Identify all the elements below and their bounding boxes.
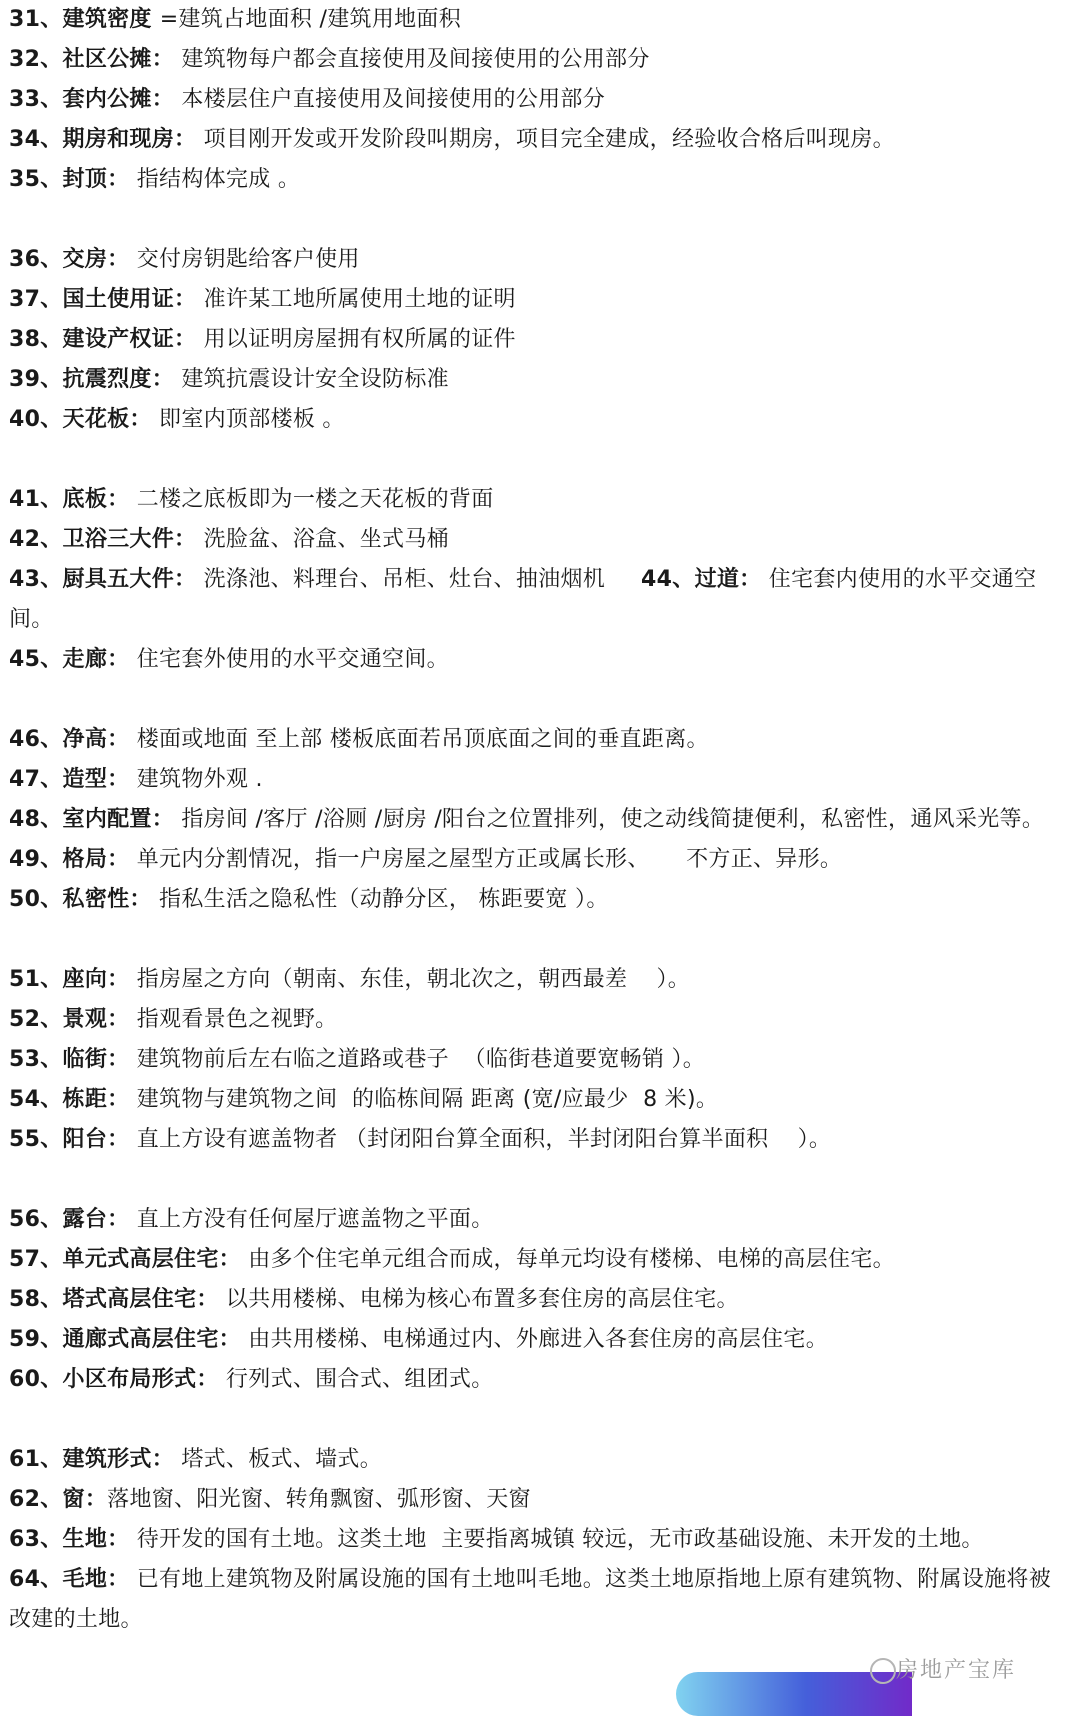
entry-description: =建筑占地面积 /建筑用地面积 xyxy=(159,7,462,32)
glossary-entry xyxy=(9,1480,1071,1520)
entry-number: 35、 xyxy=(9,167,63,192)
entry-colon: ： xyxy=(107,1127,130,1152)
entry-colon: ： xyxy=(174,287,197,312)
entry-number: 48、 xyxy=(9,807,63,832)
entry-number: 58、 xyxy=(9,1287,63,1312)
glossary-entry xyxy=(9,1240,1071,1280)
entry-colon: ： xyxy=(174,567,197,592)
entry-number: 50、 xyxy=(9,887,63,912)
entry-description: 指私生活之隐私性（动静分区， 栋距要宽 ）。 xyxy=(151,887,609,912)
entry-colon: ： xyxy=(739,567,762,592)
entry-description: 直上方没有任何屋厅遮盖物之平面。 xyxy=(129,1207,494,1232)
entry-term: 景观 xyxy=(62,1007,108,1032)
entry-description: 由多个住宅单元组合而成，每单元均设有楼梯、电梯的高层住宅。 xyxy=(240,1247,895,1272)
entry-description: 建筑物前后左右临之道路或巷子 （临街巷道要宽畅销 ）。 xyxy=(129,1047,706,1072)
glossary-entry xyxy=(9,1040,1071,1080)
entry-term: 天花板 xyxy=(62,407,130,432)
entry-group xyxy=(9,1440,1071,1640)
entry-colon: ： xyxy=(129,407,152,432)
watermark-logo-icon xyxy=(870,1658,896,1684)
entry-group xyxy=(9,720,1071,920)
entry-colon: ： xyxy=(151,1447,175,1472)
glossary-entry xyxy=(9,160,1071,200)
entry-number: 55、 xyxy=(9,1127,63,1152)
glossary-entry xyxy=(9,640,1071,680)
entry-term: 国土使用证 xyxy=(62,287,175,312)
entry-description: 建筑物与建筑物之间 的临栋间隔 距离 (宽/应最少 8 米)。 xyxy=(129,1087,719,1112)
entry-term: 建筑形式 xyxy=(62,1447,152,1472)
entry-description: 建筑物每户都会直接使用及间接使用的公用部分 xyxy=(174,47,650,72)
entry-term: 建筑密度 xyxy=(62,7,152,32)
entry-description: 塔式、板式、墙式。 xyxy=(174,1447,383,1472)
entry-number: 38、 xyxy=(9,327,63,352)
entry-term: 走廊 xyxy=(62,647,108,672)
entry-term: 单元式高层住宅 xyxy=(62,1247,219,1272)
entry-group xyxy=(9,960,1071,1160)
entry-colon: ： xyxy=(151,47,175,72)
glossary-entry xyxy=(9,840,1071,880)
entry-number: 45、 xyxy=(9,647,63,672)
entry-description: 指房屋之方向（朝南、东佳，朝北次之，朝西最差 ）。 xyxy=(129,967,691,992)
entry-description: 指房间 /客厅 /浴厕 /厨房 /阳台之位置排列，使之动线简捷便利，私密性，通风采光等。 xyxy=(174,807,1045,832)
entry-number: 63、 xyxy=(9,1527,63,1552)
entry-term: 临街 xyxy=(62,1047,108,1072)
entry-description: 单元内分割情况，指一户房屋之屋型方正或属长形、 不方正、异形。 xyxy=(129,847,843,872)
entry-colon xyxy=(152,7,160,32)
entry-description: 洗脸盆、浴盒、坐式马桶 xyxy=(196,527,449,552)
entry-description: 直上方设有遮盖物者 （封闭阳台算全面积，半封闭阳台算半面积 ）。 xyxy=(129,1127,832,1152)
glossary-entry xyxy=(9,960,1071,1000)
entry-colon: ： xyxy=(107,767,130,792)
entry-group xyxy=(9,0,1071,200)
entry-description: 建筑物外观 . xyxy=(129,767,263,792)
entry-colon: ： xyxy=(151,807,175,832)
glossary-entry xyxy=(9,1560,1071,1640)
entry-term: 窗 xyxy=(62,1487,85,1512)
entry-colon: ： xyxy=(107,1527,130,1552)
glossary-entry xyxy=(9,400,1071,440)
entry-number: 51、 xyxy=(9,967,63,992)
glossary-entry xyxy=(9,760,1071,800)
entry-term: 毛地 xyxy=(62,1567,108,1592)
watermark-text: 房地产宝库 xyxy=(896,1658,1017,1683)
entry-description: 本楼层住户直接使用及间接使用的公用部分 xyxy=(174,87,606,112)
entry-term: 抗震烈度 xyxy=(62,367,152,392)
entry-colon: ： xyxy=(107,247,130,272)
entry-number: 59、 xyxy=(9,1327,63,1352)
entry-term: 座向 xyxy=(62,967,108,992)
entry-term: 套内公摊 xyxy=(62,87,152,112)
entry-number: 47、 xyxy=(9,767,63,792)
entry-description: 洗涤池、料理台、吊柜、灶台、抽油烟机 xyxy=(196,567,606,592)
glossary-entry xyxy=(9,560,1071,640)
entry-colon: ： xyxy=(107,1007,130,1032)
entry-description: 交付房钥匙给客户使用 xyxy=(129,247,360,272)
entry-colon: ： xyxy=(107,167,130,192)
entry-number: 62、 xyxy=(9,1487,63,1512)
entry-colon: ： xyxy=(174,527,197,552)
glossary-entry xyxy=(9,120,1071,160)
entry-term: 小区布局形式 xyxy=(62,1367,197,1392)
glossary-entry xyxy=(9,1320,1071,1360)
entry-term: 封顶 xyxy=(62,167,108,192)
entry-number: 37、 xyxy=(9,287,63,312)
entry-colon: ： xyxy=(129,887,152,912)
entry-term: 阳台 xyxy=(62,1127,108,1152)
entry-colon: ： xyxy=(107,967,130,992)
entry-term: 格局 xyxy=(62,847,108,872)
entry-term: 塔式高层住宅 xyxy=(62,1287,197,1312)
entry-group xyxy=(9,240,1071,440)
entry-colon: ： xyxy=(107,1087,130,1112)
entry-colon: ： xyxy=(151,367,175,392)
entry-colon: ： xyxy=(107,1567,130,1592)
entry-term: 社区公摊 xyxy=(62,47,152,72)
glossary-entry xyxy=(9,1200,1071,1240)
entry-colon: ： xyxy=(107,1207,130,1232)
glossary-entry xyxy=(9,1360,1071,1400)
entry-colon: ： xyxy=(107,487,130,512)
glossary-entry xyxy=(9,80,1071,120)
entry-number: 46、 xyxy=(9,727,63,752)
glossary-entry xyxy=(9,280,1071,320)
entry-number: 54、 xyxy=(9,1087,63,1112)
entry-description: 待开发的国有土地。这类土地 主要指离城镇 较远，无市政基础设施、未开发的土地。 xyxy=(129,1527,984,1552)
entry-description: 楼面或地面 至上部 楼板底面若吊顶底面之间的垂直距离。 xyxy=(129,727,709,752)
entry-colon: ： xyxy=(151,87,175,112)
entry-group xyxy=(9,480,1071,680)
entry-term: 栋距 xyxy=(62,1087,108,1112)
glossary-entry xyxy=(9,320,1071,360)
entry-term: 通廊式高层住宅 xyxy=(62,1327,219,1352)
entry-number: 53、 xyxy=(9,1047,63,1072)
entry-number: 61、 xyxy=(9,1447,63,1472)
entry-number: 34、 xyxy=(9,127,63,152)
entry-description: 用以证明房屋拥有权所属的证件 xyxy=(196,327,516,352)
entry-term: 造型 xyxy=(62,767,108,792)
entry-description: 落地窗、阳光窗、转角飘窗、弧形窗、天窗 xyxy=(107,1487,531,1512)
glossary-entry xyxy=(9,1280,1071,1320)
entry-description: 二楼之底板即为一楼之天花板的背面 xyxy=(129,487,494,512)
entry-description: 即室内顶部楼板 。 xyxy=(151,407,345,432)
entry-number: 36、 xyxy=(9,247,63,272)
entry-number: 40、 xyxy=(9,407,63,432)
glossary-entry xyxy=(9,1440,1071,1480)
entry-term: 室内配置 xyxy=(62,807,152,832)
entry-term: 过道 xyxy=(694,567,740,592)
entry-term: 净高 xyxy=(62,727,108,752)
glossary-entry xyxy=(9,520,1071,560)
entry-description: 指观看景色之视野。 xyxy=(129,1007,338,1032)
entry-number: 31、 xyxy=(9,7,63,32)
entry-group xyxy=(9,1200,1071,1400)
entry-colon: ： xyxy=(107,727,130,752)
glossary-document xyxy=(9,0,1071,1640)
glossary-entry xyxy=(9,880,1071,920)
entry-colon: ： xyxy=(174,327,197,352)
entry-term: 露台 xyxy=(62,1207,108,1232)
entry-term: 交房 xyxy=(62,247,108,272)
entry-number: 56、 xyxy=(9,1207,63,1232)
entry-colon: ： xyxy=(84,1487,108,1512)
entry-number: 44、 xyxy=(641,567,695,592)
entry-description: 以共用楼梯、电梯为核心布置多套住房的高层住宅。 xyxy=(218,1287,739,1312)
entry-number: 32、 xyxy=(9,47,63,72)
glossary-entry xyxy=(9,0,1071,40)
entry-term: 建设产权证 xyxy=(62,327,175,352)
entry-description: 住宅套外使用的水平交通空间。 xyxy=(129,647,449,672)
entry-colon: ： xyxy=(196,1367,219,1392)
entry-description: 准许某工地所属使用土地的证明 xyxy=(196,287,516,312)
entry-description: 指结构体完成 。 xyxy=(129,167,301,192)
glossary-entry xyxy=(9,1080,1071,1120)
entry-term: 底板 xyxy=(62,487,108,512)
entry-term: 私密性 xyxy=(62,887,130,912)
entry-description: 建筑抗震设计安全设防标准 xyxy=(174,367,449,392)
glossary-entry xyxy=(9,480,1071,520)
entry-number: 43、 xyxy=(9,567,63,592)
entry-description: 行列式、围合式、组团式。 xyxy=(218,1367,494,1392)
glossary-entry xyxy=(9,360,1071,400)
entry-description: 由共用楼梯、电梯通过内、外廊进入各套住房的高层住宅。 xyxy=(240,1327,829,1352)
glossary-entry xyxy=(9,40,1071,80)
entry-number: 57、 xyxy=(9,1247,63,1272)
entry-description: 已有地上建筑物及附属设施的国有土地叫毛地。这类土地原指地上原有建筑物、附属设施将被改建的土地。 xyxy=(9,1567,1052,1632)
entry-term: 期房和现房 xyxy=(62,127,175,152)
entry-colon: ： xyxy=(218,1247,241,1272)
entry-number: 52、 xyxy=(9,1007,63,1032)
entry-number: 33、 xyxy=(9,87,63,112)
entry-term: 卫浴三大件 xyxy=(62,527,175,552)
entry-number: 64、 xyxy=(9,1567,63,1592)
entry-colon: ： xyxy=(218,1327,241,1352)
glossary-entry xyxy=(9,800,1071,840)
entry-colon: ： xyxy=(196,1287,219,1312)
glossary-entry xyxy=(9,240,1071,280)
glossary-entry xyxy=(9,1520,1071,1560)
entry-description: 住宅套内使用的水平交通空间。 xyxy=(9,567,1037,632)
entry-number: 60、 xyxy=(9,1367,63,1392)
entry-number: 49、 xyxy=(9,847,63,872)
entry-colon: ： xyxy=(107,847,130,872)
entry-number: 41、 xyxy=(9,487,63,512)
entry-term: 生地 xyxy=(62,1527,108,1552)
entry-number: 39、 xyxy=(9,367,63,392)
entry-number: 42、 xyxy=(9,527,63,552)
glossary-entry xyxy=(9,1000,1071,1040)
entry-term: 厨具五大件 xyxy=(62,567,175,592)
glossary-entry xyxy=(9,720,1071,760)
entry-colon: ： xyxy=(107,647,130,672)
entry-colon: ： xyxy=(174,127,197,152)
glossary-entry xyxy=(9,1120,1071,1160)
entry-description: 项目刚开发或开发阶段叫期房，项目完全建成，经验收合格后叫现房。 xyxy=(196,127,895,152)
entry-colon: ： xyxy=(107,1047,130,1072)
